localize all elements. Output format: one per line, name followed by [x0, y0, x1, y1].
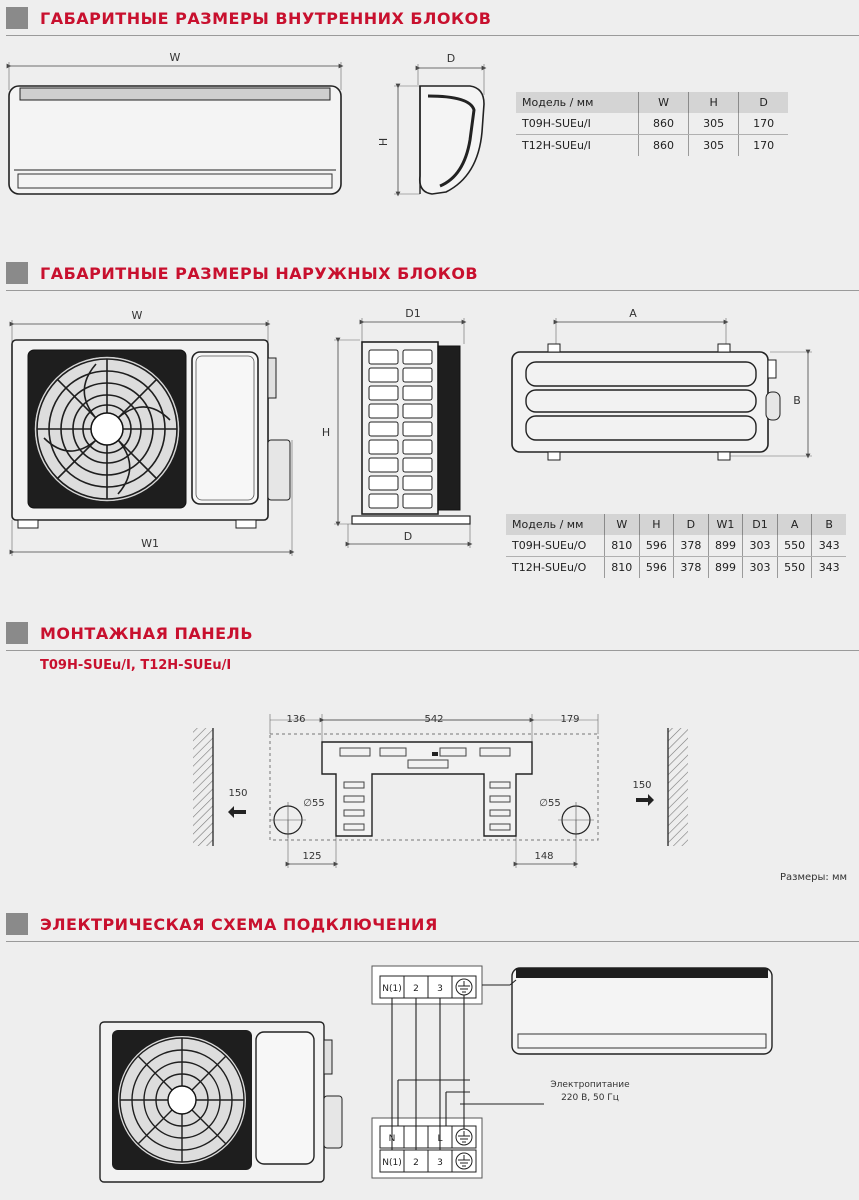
outdoor-terminal-3: 3 [437, 1158, 443, 1168]
table-cell: 343 [812, 557, 846, 579]
outdoor-unit-side-view [334, 318, 470, 548]
mount-hole-left: ∅55 [303, 798, 325, 809]
table-cell: 170 [739, 135, 788, 157]
table-cell: 550 [777, 535, 812, 557]
table-cell: 860 [639, 135, 689, 157]
table-header-cell: B [812, 514, 846, 535]
table-cell: 303 [743, 535, 778, 557]
table-cell: 596 [639, 535, 674, 557]
outdoor-dim-b: B [793, 394, 801, 407]
mount-dim-left-top: 136 [286, 714, 306, 725]
mount-hole-right: ∅55 [539, 798, 561, 809]
mount-dim-center: 542 [424, 714, 444, 725]
outdoor-dim-d: D [403, 530, 413, 543]
table-cell: 305 [689, 113, 739, 135]
table-header-cell: W [605, 514, 640, 535]
outdoor-dim-w1: W1 [141, 537, 159, 550]
table-header-cell: Модель / мм [506, 514, 605, 535]
outdoor-terminal-2: 2 [413, 1158, 419, 1168]
indoor-dim-d: D [446, 52, 456, 65]
mounting-panel-diagram [193, 714, 688, 868]
outdoor-dim-w: W [131, 309, 143, 322]
outdoor-dimensions-table [506, 514, 846, 578]
units-note: Размеры: мм [780, 872, 848, 883]
section-title-wiring: ЭЛЕКТРИЧЕСКАЯ СХЕМА ПОДКЛЮЧЕНИЯ [40, 915, 438, 934]
outdoor-unit-top-view [512, 318, 812, 460]
table-cell: T09H-SUEu/I [516, 113, 639, 135]
section-title-mounting: МОНТАЖНАЯ ПАНЕЛЬ [40, 624, 254, 643]
outdoor-dim-a: A [629, 307, 637, 320]
indoor-dimensions-table [516, 92, 788, 156]
indoor-terminal-2: 2 [413, 984, 419, 994]
wiring-diagram [100, 966, 772, 1182]
table-cell: 170 [739, 113, 788, 135]
section-title-outdoor: ГАБАРИТНЫЕ РАЗМЕРЫ НАРУЖНЫХ БЛОКОВ [40, 264, 479, 283]
mount-dim-right-gap: 150 [632, 780, 652, 791]
table-cell: 550 [777, 557, 812, 579]
table-cell: T12H-SUEu/O [512, 561, 587, 574]
power-supply-label: Электропитание [550, 1080, 630, 1090]
indoor-terminal-3: 3 [437, 984, 443, 994]
table-cell: 378 [674, 557, 709, 579]
indoor-unit-front-view [9, 62, 341, 194]
table-header-cell: A [777, 514, 812, 535]
table-header-cell: D [739, 92, 788, 113]
table-cell: T09H-SUEu/O [506, 535, 605, 557]
table-cell: 899 [708, 557, 743, 579]
power-supply-value: 220 В, 50 Гц [561, 1093, 619, 1103]
indoor-unit-side-view [394, 64, 484, 194]
indoor-terminal-1: N(1) [382, 984, 402, 994]
section-title-indoor: ГАБАРИТНЫЕ РАЗМЕРЫ ВНУТРЕННИХ БЛОКОВ [40, 9, 492, 28]
mount-dim-right-top: 179 [560, 714, 580, 725]
table-cell: 810 [605, 535, 640, 557]
table-header-row [516, 92, 788, 113]
table-row [506, 557, 846, 579]
mount-dim-left-gap: 150 [228, 788, 248, 799]
table-header-cell: W [639, 92, 689, 113]
table-header-cell: D1 [743, 514, 778, 535]
outdoor-dim-d1: D1 [405, 307, 421, 320]
table-cell: 378 [674, 535, 709, 557]
table-header-row [506, 514, 846, 535]
indoor-dim-w: W [169, 51, 181, 64]
table-cell: 303 [743, 557, 778, 579]
table-header-cell: D [674, 514, 709, 535]
table-header-cell: W1 [708, 514, 743, 535]
table-cell: 810 [605, 557, 640, 579]
outdoor-terminal-l: L [437, 1134, 443, 1144]
table-cell: T12H-SUEu/I [522, 139, 591, 152]
mount-dim-left-bottom: 125 [302, 851, 322, 862]
table-header-cell: Модель / мм [516, 92, 639, 113]
mount-dim-right-bottom: 148 [534, 851, 554, 862]
table-cell: 305 [689, 135, 739, 157]
table-row [516, 135, 788, 157]
table-cell: 860 [639, 113, 689, 135]
indoor-dim-h: H [377, 137, 390, 147]
table-cell: 343 [812, 535, 846, 557]
table-cell: 596 [639, 557, 674, 579]
table-cell: 899 [708, 535, 743, 557]
mounting-models-subtitle: T09H-SUEu/I, T12H-SUEu/I [40, 658, 232, 673]
outdoor-dim-h: H [321, 426, 331, 439]
outdoor-terminal-n: N [388, 1134, 396, 1144]
table-header-cell: H [639, 514, 674, 535]
outdoor-terminal-1: N(1) [382, 1158, 402, 1168]
outdoor-unit-front-view [12, 320, 292, 556]
table-row [516, 113, 788, 135]
table-header-cell: H [689, 92, 739, 113]
table-row [506, 535, 846, 557]
